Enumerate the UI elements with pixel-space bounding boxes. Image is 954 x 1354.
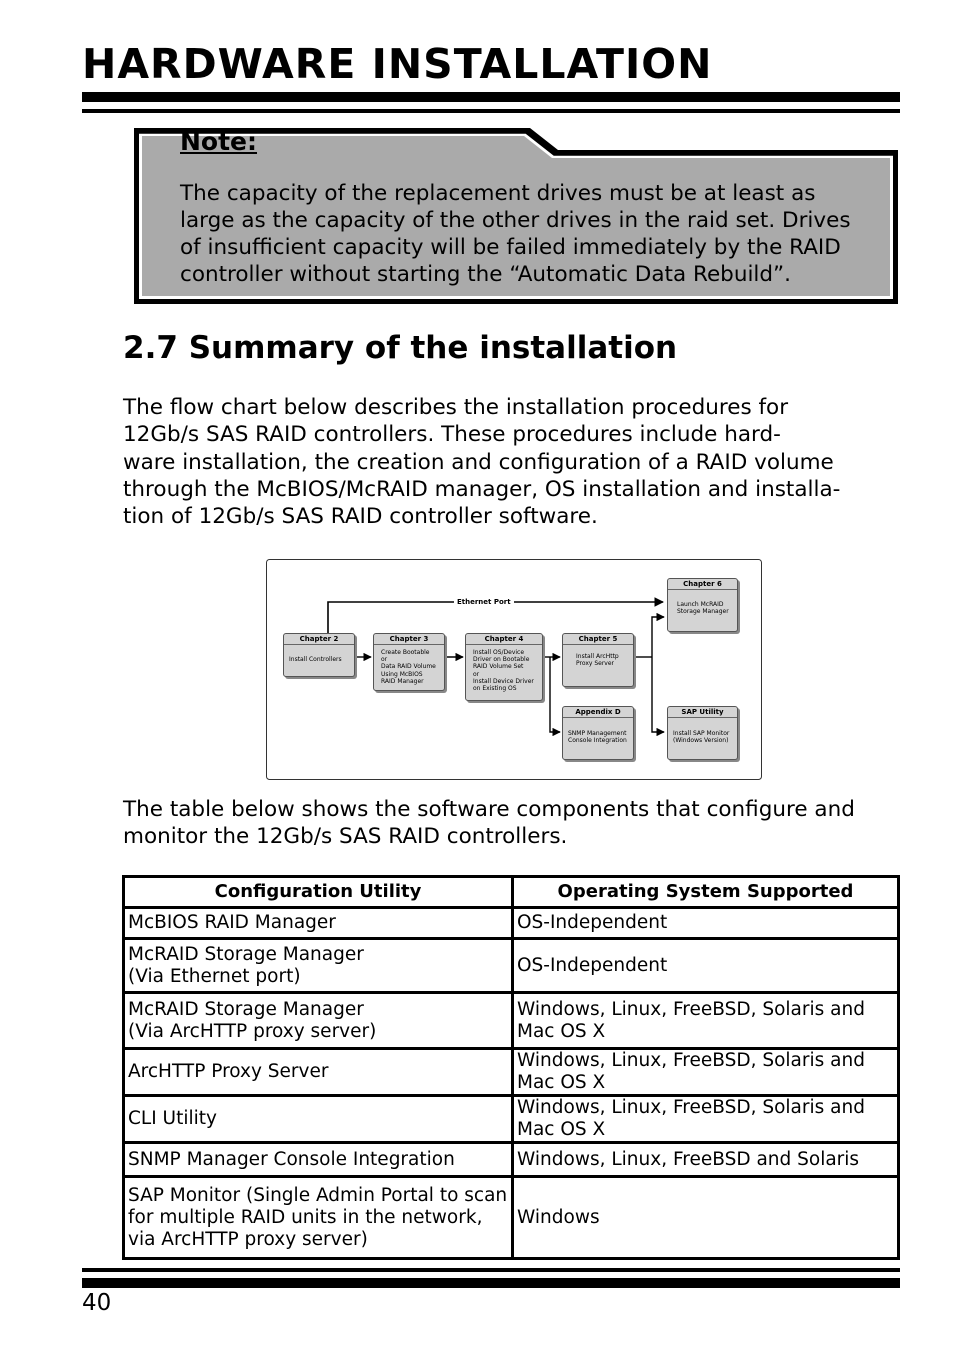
- flow-box-appendix-d: [562, 706, 634, 760]
- header-rule-thick: [82, 92, 900, 102]
- table-cell: Windows, Linux, FreeBSD, Solaris and Mac OS X: [513, 1096, 899, 1143]
- flow-box-chapter3: [373, 633, 445, 691]
- table-row: [124, 908, 899, 939]
- table-cell: Windows, Linux, FreeBSD and Solaris: [513, 1143, 899, 1177]
- ethernet-port-label: Ethernet Port: [454, 598, 514, 606]
- flow-box-title: SAP Utility: [668, 707, 737, 718]
- table-row: [124, 1143, 899, 1177]
- table-header-cell: Configuration Utility: [124, 877, 513, 908]
- table-cell: McRAID Storage Manager (Via Ethernet port): [124, 939, 513, 993]
- flow-box-chapter6: [667, 578, 738, 632]
- note-title: Note:: [180, 127, 258, 156]
- flow-box-chapter4: [465, 633, 543, 701]
- flow-box-title: Chapter 6: [668, 579, 737, 590]
- header-rule-thin: [82, 109, 900, 113]
- section-title: 2.7 Summary of the installation: [123, 330, 678, 366]
- software-components-table: [122, 875, 900, 1260]
- flow-box-title: Appendix D: [563, 707, 633, 718]
- installation-flowchart: [266, 559, 762, 780]
- table-row: [124, 1049, 899, 1096]
- table-cell: McBIOS RAID Manager: [124, 908, 513, 939]
- flow-box-body: Install SAP Monitor (Windows Version): [673, 730, 730, 745]
- table-cell: SAP Monitor (Single Admin Portal to scan for multiple RAID units in the network, via ArcHTTP proxy server): [124, 1177, 513, 1259]
- flow-box-title: Chapter 2: [284, 634, 354, 645]
- table-row: [124, 993, 899, 1049]
- table-cell: OS-Independent: [513, 908, 899, 939]
- flow-box-chapter5: [562, 633, 634, 687]
- table-header-cell: Operating System Supported: [513, 877, 899, 908]
- table-header-row: [124, 877, 899, 908]
- flow-box-body: SNMP Management Console Integration: [568, 730, 627, 745]
- table-row: [124, 1096, 899, 1143]
- flow-box-body: Install ArcHttp Proxy Server: [576, 653, 619, 668]
- flow-box-title: Chapter 5: [563, 634, 633, 645]
- table-cell: ArcHTTP Proxy Server: [124, 1049, 513, 1096]
- table-row: [124, 939, 899, 993]
- table-cell: Windows: [513, 1177, 899, 1259]
- flow-box-body: Launch McRAID Storage Manager: [677, 601, 729, 616]
- page-number: 40: [82, 1290, 112, 1316]
- table-cell: SNMP Manager Console Integration: [124, 1143, 513, 1177]
- table-cell: CLI Utility: [124, 1096, 513, 1143]
- flow-box-body: Install OS/Device Driver on Bootable RAID Volume Set or Install Device Driver on Existing OS: [473, 649, 534, 693]
- table-cell: McRAID Storage Manager (Via ArcHTTP proxy server): [124, 993, 513, 1049]
- table-row: [124, 1177, 899, 1259]
- table-intro-paragraph: The table below shows the software components that configure and monitor the 12Gb/s SAS RAID controllers.: [123, 797, 855, 850]
- table-cell: Windows, Linux, FreeBSD, Solaris and Mac OS X: [513, 1049, 899, 1096]
- intro-paragraph: The flow chart below describes the installation procedures for 12Gb/s SAS RAID controllers. These procedures include hard- ware installation, the creation and configuration of a RAID volume through the McBIOS/McRAID manager, OS installation and installa- tion of 12Gb/s SAS RAID controller software.: [123, 395, 841, 530]
- table-cell: Windows, Linux, FreeBSD, Solaris and Mac OS X: [513, 993, 899, 1049]
- footer-rule-thick: [82, 1278, 900, 1288]
- flow-box-title: Chapter 3: [374, 634, 444, 645]
- footer-rule-thin: [82, 1268, 900, 1272]
- note-body: The capacity of the replacement drives must be at least as large as the capacity of the other drives in the raid set. Drives of insufficient capacity will be failed immediately by the RAID controller without starting the “Automatic Data Rebuild”.: [180, 181, 851, 287]
- page-header-title: HARDWARE INSTALLATION: [82, 40, 713, 88]
- flow-box-body: Install Controllers: [289, 656, 342, 663]
- table-cell: OS-Independent: [513, 939, 899, 993]
- flow-box-chapter2: [283, 633, 355, 677]
- flow-box-sap-utility: [667, 706, 738, 760]
- flow-box-body: Create Bootable or Data RAID Volume Using McBIOS RAID Manager: [381, 649, 436, 685]
- flow-box-title: Chapter 4: [466, 634, 542, 645]
